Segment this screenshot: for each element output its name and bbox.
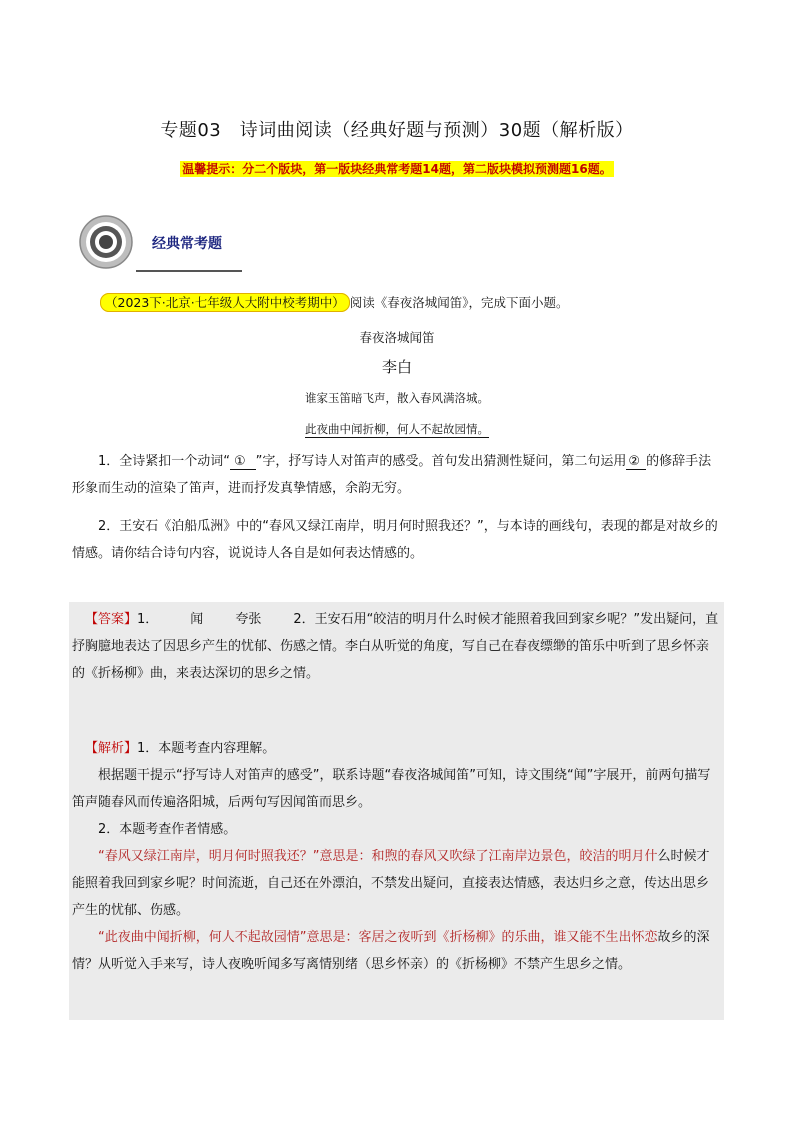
answer-block — [72, 606, 720, 687]
question-2 — [72, 513, 722, 567]
answer-1: 闻 — [190, 612, 204, 627]
instruction: 阅读《春夜洛城闻笛》，完成下面小题。 — [349, 295, 569, 310]
analysis-p4-rest: 么时候才能照着我回到家乡呢？时间流逝，自己还在外漂泊，不禁发出疑问，直接表达情感，表达归乡之意，传达出思乡产生的忧郁、伤感。 — [72, 849, 710, 918]
analysis-label: 【解析】 — [85, 741, 138, 756]
analysis-p3: 2．本题考查作者情感。 — [98, 822, 237, 837]
q1-part-b: ”字，抒写诗人对笛声的感受。首句发出猜测性疑问，第二句运用 — [255, 454, 627, 469]
analysis-p5-rest: 故乡的深情？从听觉入手来写，诗人夜晚听闻多写离情别绪（思乡怀亲）的《折杨柳》不禁产生思乡之情。 — [72, 930, 710, 972]
q1-part-a: 1．全诗紧扣一个动词“ — [98, 454, 231, 469]
poem-author: 李白 — [381, 358, 412, 376]
document-title — [0, 116, 794, 142]
tip-banner — [0, 160, 794, 177]
title-main: 专题03 诗词曲阅读（经典好题与预测）30题 — [160, 120, 542, 141]
q2-text: 2．王安石《泊船瓜洲》中的“春风又绿江南岸，明月何时照我还？”，与本诗的画线句，表现的都是对故乡的情感。请你结合诗句内容，说说诗人各自是如何表达情感的。 — [72, 519, 718, 561]
poem-title: 春夜洛城闻笛 — [359, 330, 435, 345]
analysis-p4-red: “春风又绿江南岸，明月何时照我还？”意思是：和煦的春风又吹绿了江南岸边景色，皎洁的明月什 — [98, 849, 658, 864]
tip-text: 温馨提示：分二个版块，第一版块经典常考题14题，第二版块模拟预测题16题。 — [182, 162, 612, 176]
analysis-p5-red: “此夜曲中闻折柳，何人不起故园情”意思是：客居之夜听到《折杨柳》的乐曲，谁又能不生出怀恋 — [98, 930, 658, 945]
answer-item-1: 1． — [137, 612, 159, 627]
source-tag: （2023下·北京·七年级人大附中校考期中） — [100, 293, 350, 312]
analysis-block — [72, 735, 720, 978]
question-source-line — [100, 293, 569, 311]
title-tail: （解析版） — [541, 120, 634, 141]
section-title: 经典常考题 — [152, 236, 222, 252]
answer-item-2: 2．王安石用“皎洁的明月什么时候才能照着我回到家乡呢？”发出疑问，直抒胸臆地表达了因思乡产生的忧郁、伤感之情。李白从听觉的角度，写自己在春夜缥缈的笛乐中听到了思乡怀亲的《折杨柳》曲，来表达深切的思乡之情。 — [72, 612, 719, 681]
poem-line-2-text: 此夜曲中闻折柳，何人不起故园情。 — [305, 422, 489, 436]
poem-line-2 — [0, 421, 794, 437]
target-icon — [78, 214, 134, 270]
analysis-p2: 根据题干提示“抒写诗人对笛声的感受”，联系诗题“春夜洛城闻笛”可知，诗文围绕“闻”字展开，前两句描写笛声随春风而传遍洛阳城，后两句写因闻笛而思乡。 — [72, 768, 711, 810]
analysis-p1: 1．本题考查内容理解。 — [137, 741, 276, 756]
section-underline — [136, 270, 242, 272]
answer-label: 【答案】 — [85, 612, 138, 627]
q1-part-c: 的修辞手法形象而生动的渲染了笛声，进而抒发真挚情感，余韵无穷。 — [72, 454, 712, 496]
q1-blank-1: ① — [230, 454, 256, 470]
answer-2: 夸张 — [235, 612, 262, 627]
poem-line-1: 谁家玉笛暗飞声，散入春风满洛城。 — [305, 391, 489, 405]
q1-blank-2: ② — [626, 454, 646, 470]
question-1 — [72, 448, 722, 502]
